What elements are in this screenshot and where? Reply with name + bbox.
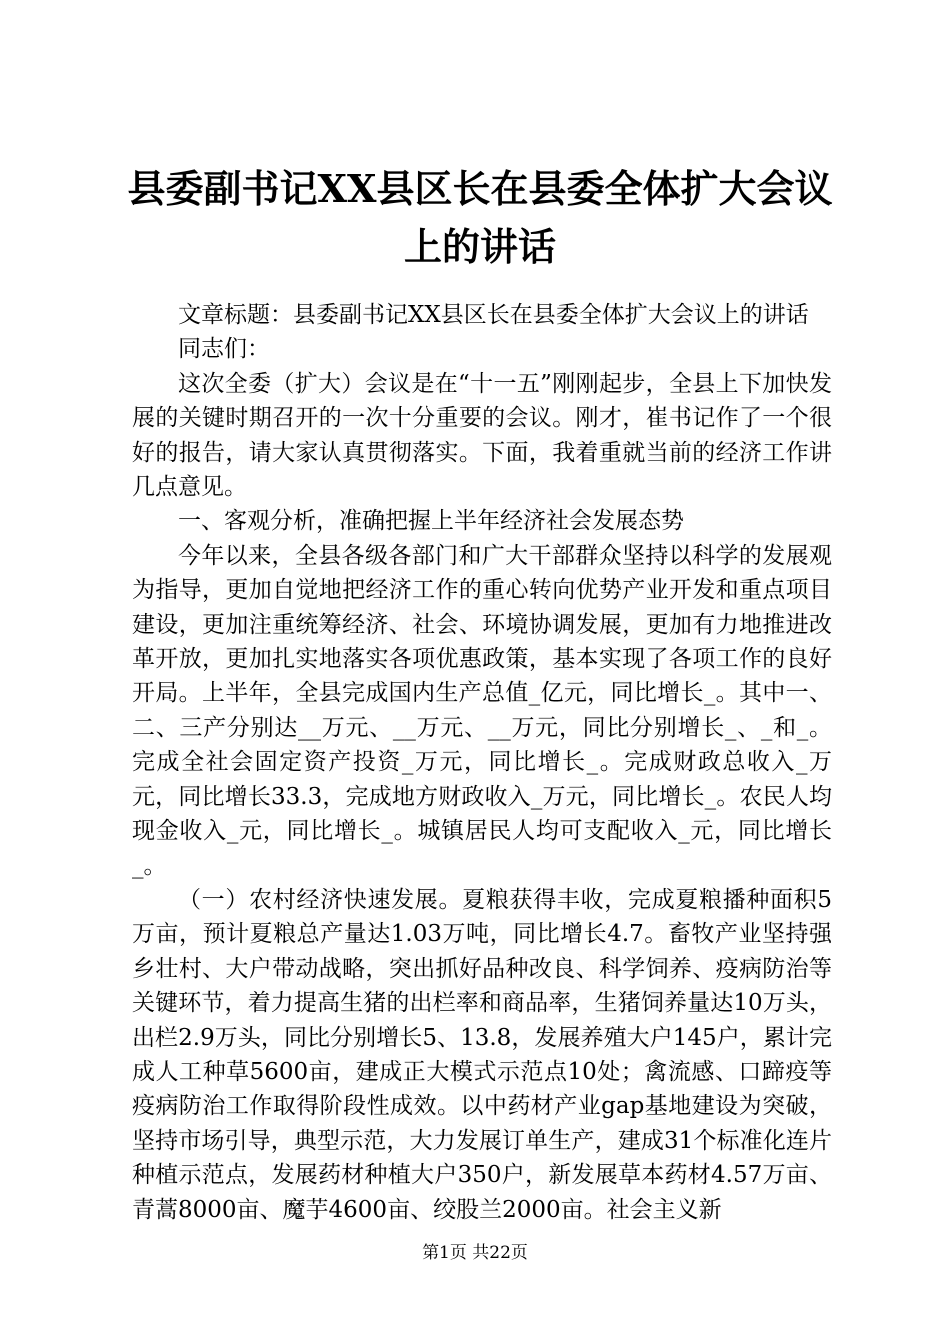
paragraph-article-title: 文章标题：县委副书记XX县区长在县委全体扩大会议上的讲话 [178, 302, 809, 328]
document-title: 县委副书记XX县区长在县委全体扩大会议上的讲话 [127, 166, 833, 269]
paragraph-intro: 这次全委（扩大）会议是在“十一五”刚刚起步，全县上下加快发展的关键时期召开的一次十分重要的会议。刚才，崔书记作了一个很好的报告，请大家认真贯彻落实。下面，我着重就当前的经济工作讲几点意见。 [132, 370, 832, 501]
paragraph-salutation: 同志们： [178, 336, 270, 363]
page-number: 第1页 共22页 [422, 1243, 528, 1263]
document-body [132, 298, 832, 1227]
section-heading: 一、客观分析，准确把握上半年经济社会发展态势 [178, 508, 684, 535]
paragraph-rural-economy: （一）农村经济快速发展。夏粮获得丰收，完成夏粮播种面积5万亩，预计夏粮总产量达1.03万吨，同比增长4.7。畜牧产业坚持强乡壮村、大户带动战略，突出抓好品种改良、科学饲养、疫病防治等关键环节，着力提高生猪的出栏率和商品率，生猪饲养量达10万头，出栏2.9万头，同比分别增长5、13.8，发展养殖大户145户，累计完成人工种草5600亩，建成正大模式示范点10处；禽流感、口蹄疫等疫病防治工作取得阶段性成效。以中药材产业gap基地建设为突破，坚持市场引导，典型示范，大力发展订单生产，建成31个标准化连片种植示范点，发展药材种植大户350户，新发展草本药材4.57万亩、青蒿8000亩、魔芋4600亩、绞股兰2000亩。社会主义新 [132, 886, 832, 1223]
paragraph-overview: 今年以来，全县各级各部门和广大干部群众坚持以科学的发展观为指导，更加自觉地把经济工作的重心转向优势产业开发和重点项目建设，更加注重统筹经济、社会、环境协调发展，更加有力地推进改革开放，更加扎实地落实各项优惠政策，基本实现了各项工作的良好开局。上半年，全县完成国内生产总值_亿元，同比增长_。其中一、二、三产分别达__万元、__万元、__万元，同比分别增长_、_和_。完成全社会固定资产投资_万元，同比增长_。完成财政总收入_万元，同比增长33.3，完成地方财政收入_万元，同比增长_。农民人均现金收入_元，同比增长_。城镇居民人均可支配收入_元，同比增长_。 [132, 542, 833, 879]
